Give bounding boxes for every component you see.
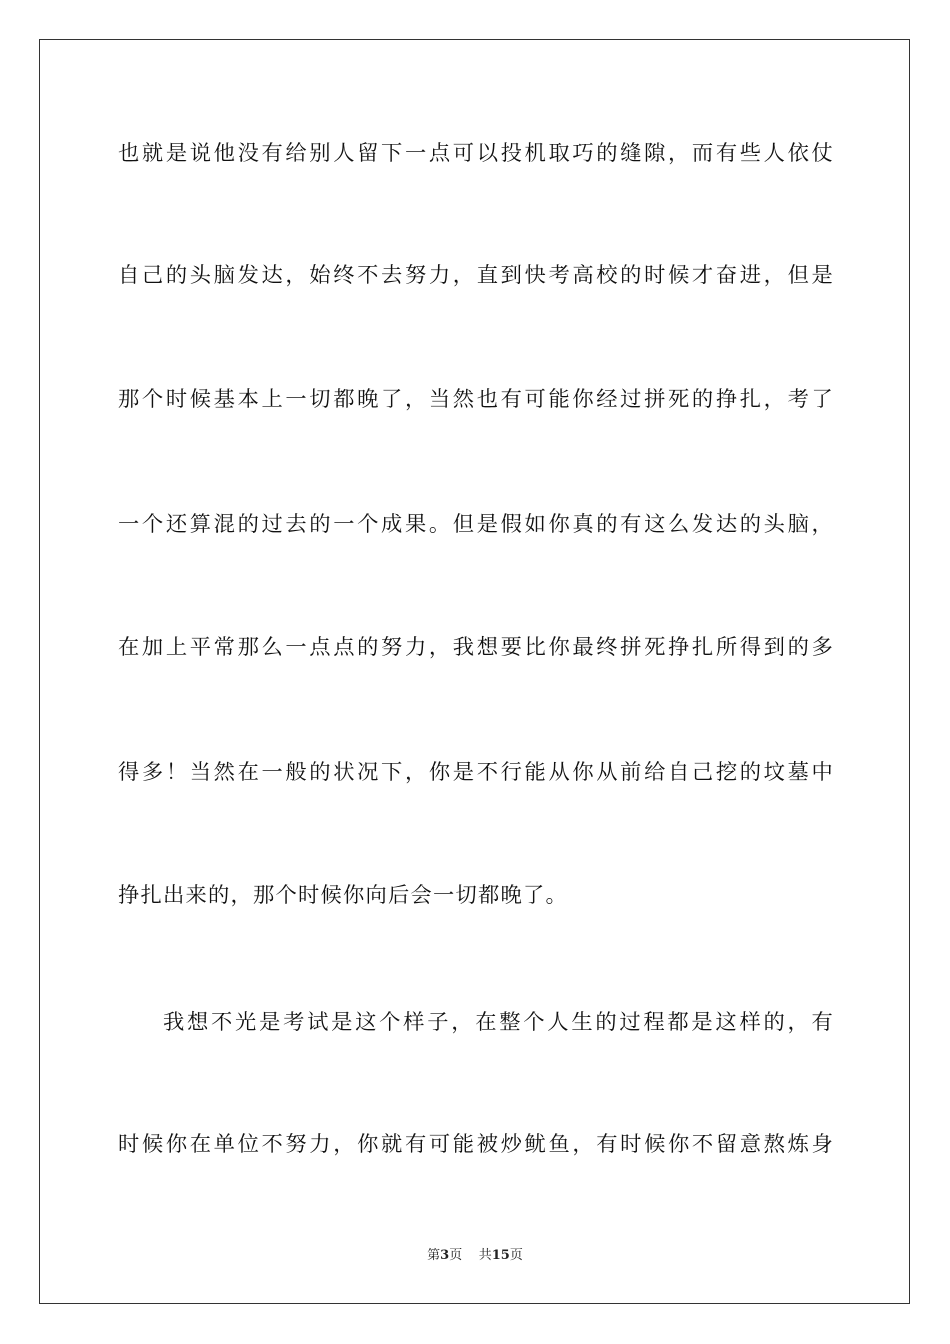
page-unit: 页 [449,1248,463,1263]
page-prefix: 第 [427,1248,441,1263]
text-line: 在加上平常那么一点点的努力，我想要比你最终拼死挣扎所得到的多 [118,635,834,660]
total-unit: 页 [509,1248,523,1263]
page-number: 3 [440,1248,450,1263]
text-line: 也就是说他没有给别人留下一点可以投机取巧的缝隙，而有些人依仗 [118,141,834,166]
page-total: 15 [491,1248,510,1263]
text-line: 挣扎出来的，那个时候你向后会一切都晚了。 [118,883,568,908]
text-line: 时候你在单位不努力，你就有可能被炒鱿鱼，有时候你不留意熬炼身 [118,1132,834,1157]
text-line: 得多！当然在一般的状况下，你是不行能从你从前给自己挖的坟墓中 [118,760,834,785]
text-line: 我想不光是考试是这个样子，在整个人生的过程都是这样的，有 [163,1010,834,1035]
page-border [39,39,910,1304]
text-line: 那个时候基本上一切都晚了，当然也有可能你经过拼死的挣扎，考了 [118,387,834,412]
text-line: 自己的头脑发达，始终不去努力，直到快考高校的时候才奋进，但是 [118,263,834,288]
page-footer [0,1247,950,1265]
text-line: 一个还算混的过去的一个成果。但是假如你真的有这么发达的头脑， [118,512,834,537]
total-prefix: 共 [478,1248,492,1263]
